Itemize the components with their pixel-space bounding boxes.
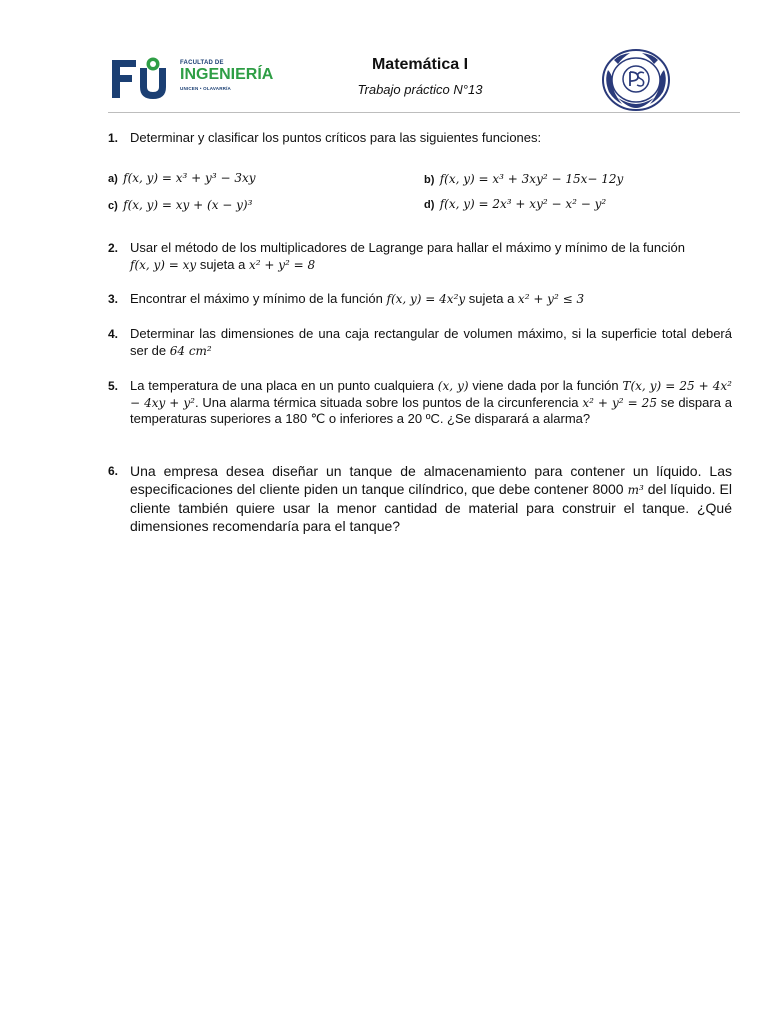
text-segment: Usar el método de los multiplicadores de Lagrange para hallar el máximo y mínimo de la función <box>130 240 685 255</box>
question-number: 1. <box>108 131 119 145</box>
item-label: a) <box>108 173 118 185</box>
item-formula: f(x, y) = x³ + y³ − 3xy <box>123 171 256 185</box>
page-subtitle: Trabajo práctico N°13 <box>357 82 483 97</box>
question-text <box>130 240 732 273</box>
question-text <box>130 326 732 359</box>
text-segment: Encontrar el máximo y mínimo de la función <box>130 291 387 306</box>
university-seal-icon <box>600 48 672 112</box>
text-segment: se dispara a temperaturas superiores a 180 ℃ o inferiores a 20 ºC. ¿Se disparará a alarma? <box>130 394 732 426</box>
item-1b <box>424 172 623 186</box>
text-segment: Una empresa desea diseñar un tanque de almacenamiento para contener un líquido. Las especificaciones del cliente piden un tanque cilíndrico, que debe contener 8000 <box>130 463 732 497</box>
question-number: 2. <box>108 241 119 255</box>
title-block <box>300 56 540 97</box>
formula: m³ <box>627 483 644 497</box>
question-number: 5. <box>108 379 119 393</box>
item-1d <box>424 197 606 211</box>
formula: x² + y² = 25 <box>582 395 657 410</box>
item-label: c) <box>108 200 118 212</box>
text-segment: sujeta a <box>465 291 518 306</box>
logo-text <box>180 60 273 91</box>
item-label: d) <box>424 199 435 211</box>
text-segment: . Una alarma térmica situada sobre los puntos de la circunferencia <box>194 394 583 410</box>
question-text <box>130 291 732 308</box>
fi-logo-icon <box>110 56 176 100</box>
logo-big-line: INGENIERÍA <box>180 66 274 83</box>
question-6 <box>108 462 732 535</box>
formula: f(x, y) = xy <box>130 257 197 272</box>
text-segment: La temperatura de una placa en un punto cualquiera <box>130 378 438 393</box>
page-title: Matemática I <box>371 56 469 73</box>
question-text: Determinar y clasificar los puntos críticos para las siguientes funciones: <box>130 130 542 145</box>
faculty-logo <box>110 56 280 100</box>
question-3 <box>108 291 732 308</box>
formula: (x, y) <box>437 379 469 393</box>
question-2 <box>108 240 732 273</box>
formula: f(x, y) = 4x²y <box>386 292 466 306</box>
item-formula: f(x, y) = xy + (x − y)³ <box>123 198 253 212</box>
question-number: 3. <box>108 292 119 306</box>
question-4 <box>108 326 732 359</box>
question-number: 6. <box>108 464 119 478</box>
text-segment: del líquido. El cliente también quiere usar la menor cantidad de material para construir el tanque. ¿Qué dimensiones recomendaría para el tanque? <box>130 481 732 534</box>
item-formula: f(x, y) = 2x³ + xy² − x² − y² <box>439 197 607 211</box>
question-text <box>130 462 732 535</box>
logo-sub-line: UNICEN • OLAVARRÍA <box>180 86 232 91</box>
question-number: 4. <box>108 327 119 341</box>
question-5 <box>108 378 732 428</box>
text-segment: Determinar las dimensiones de una caja rectangular de volumen máximo, si la superficie total deberá ser de <box>130 326 732 358</box>
item-formula: f(x, y) = x³ + 3xy² − 15x− 12y <box>439 172 624 186</box>
item-1c <box>108 198 252 212</box>
text-segment: sujeta a <box>196 256 249 272</box>
question-1 <box>108 130 732 147</box>
text-segment: viene dada por la función <box>468 378 623 393</box>
question-text <box>130 378 732 428</box>
formula: x² + y² = 8 <box>248 257 316 272</box>
formula: x² + y² ≤ 3 <box>517 292 585 306</box>
formula: T(x, y) = 25 + 4x² − 4xy + y² <box>130 379 732 410</box>
item-1a <box>108 171 256 185</box>
item-label: b) <box>424 174 435 186</box>
header-divider <box>108 112 740 113</box>
formula: 64 cm² <box>169 343 212 358</box>
logo-small-line: FACULTAD DE <box>180 60 224 66</box>
